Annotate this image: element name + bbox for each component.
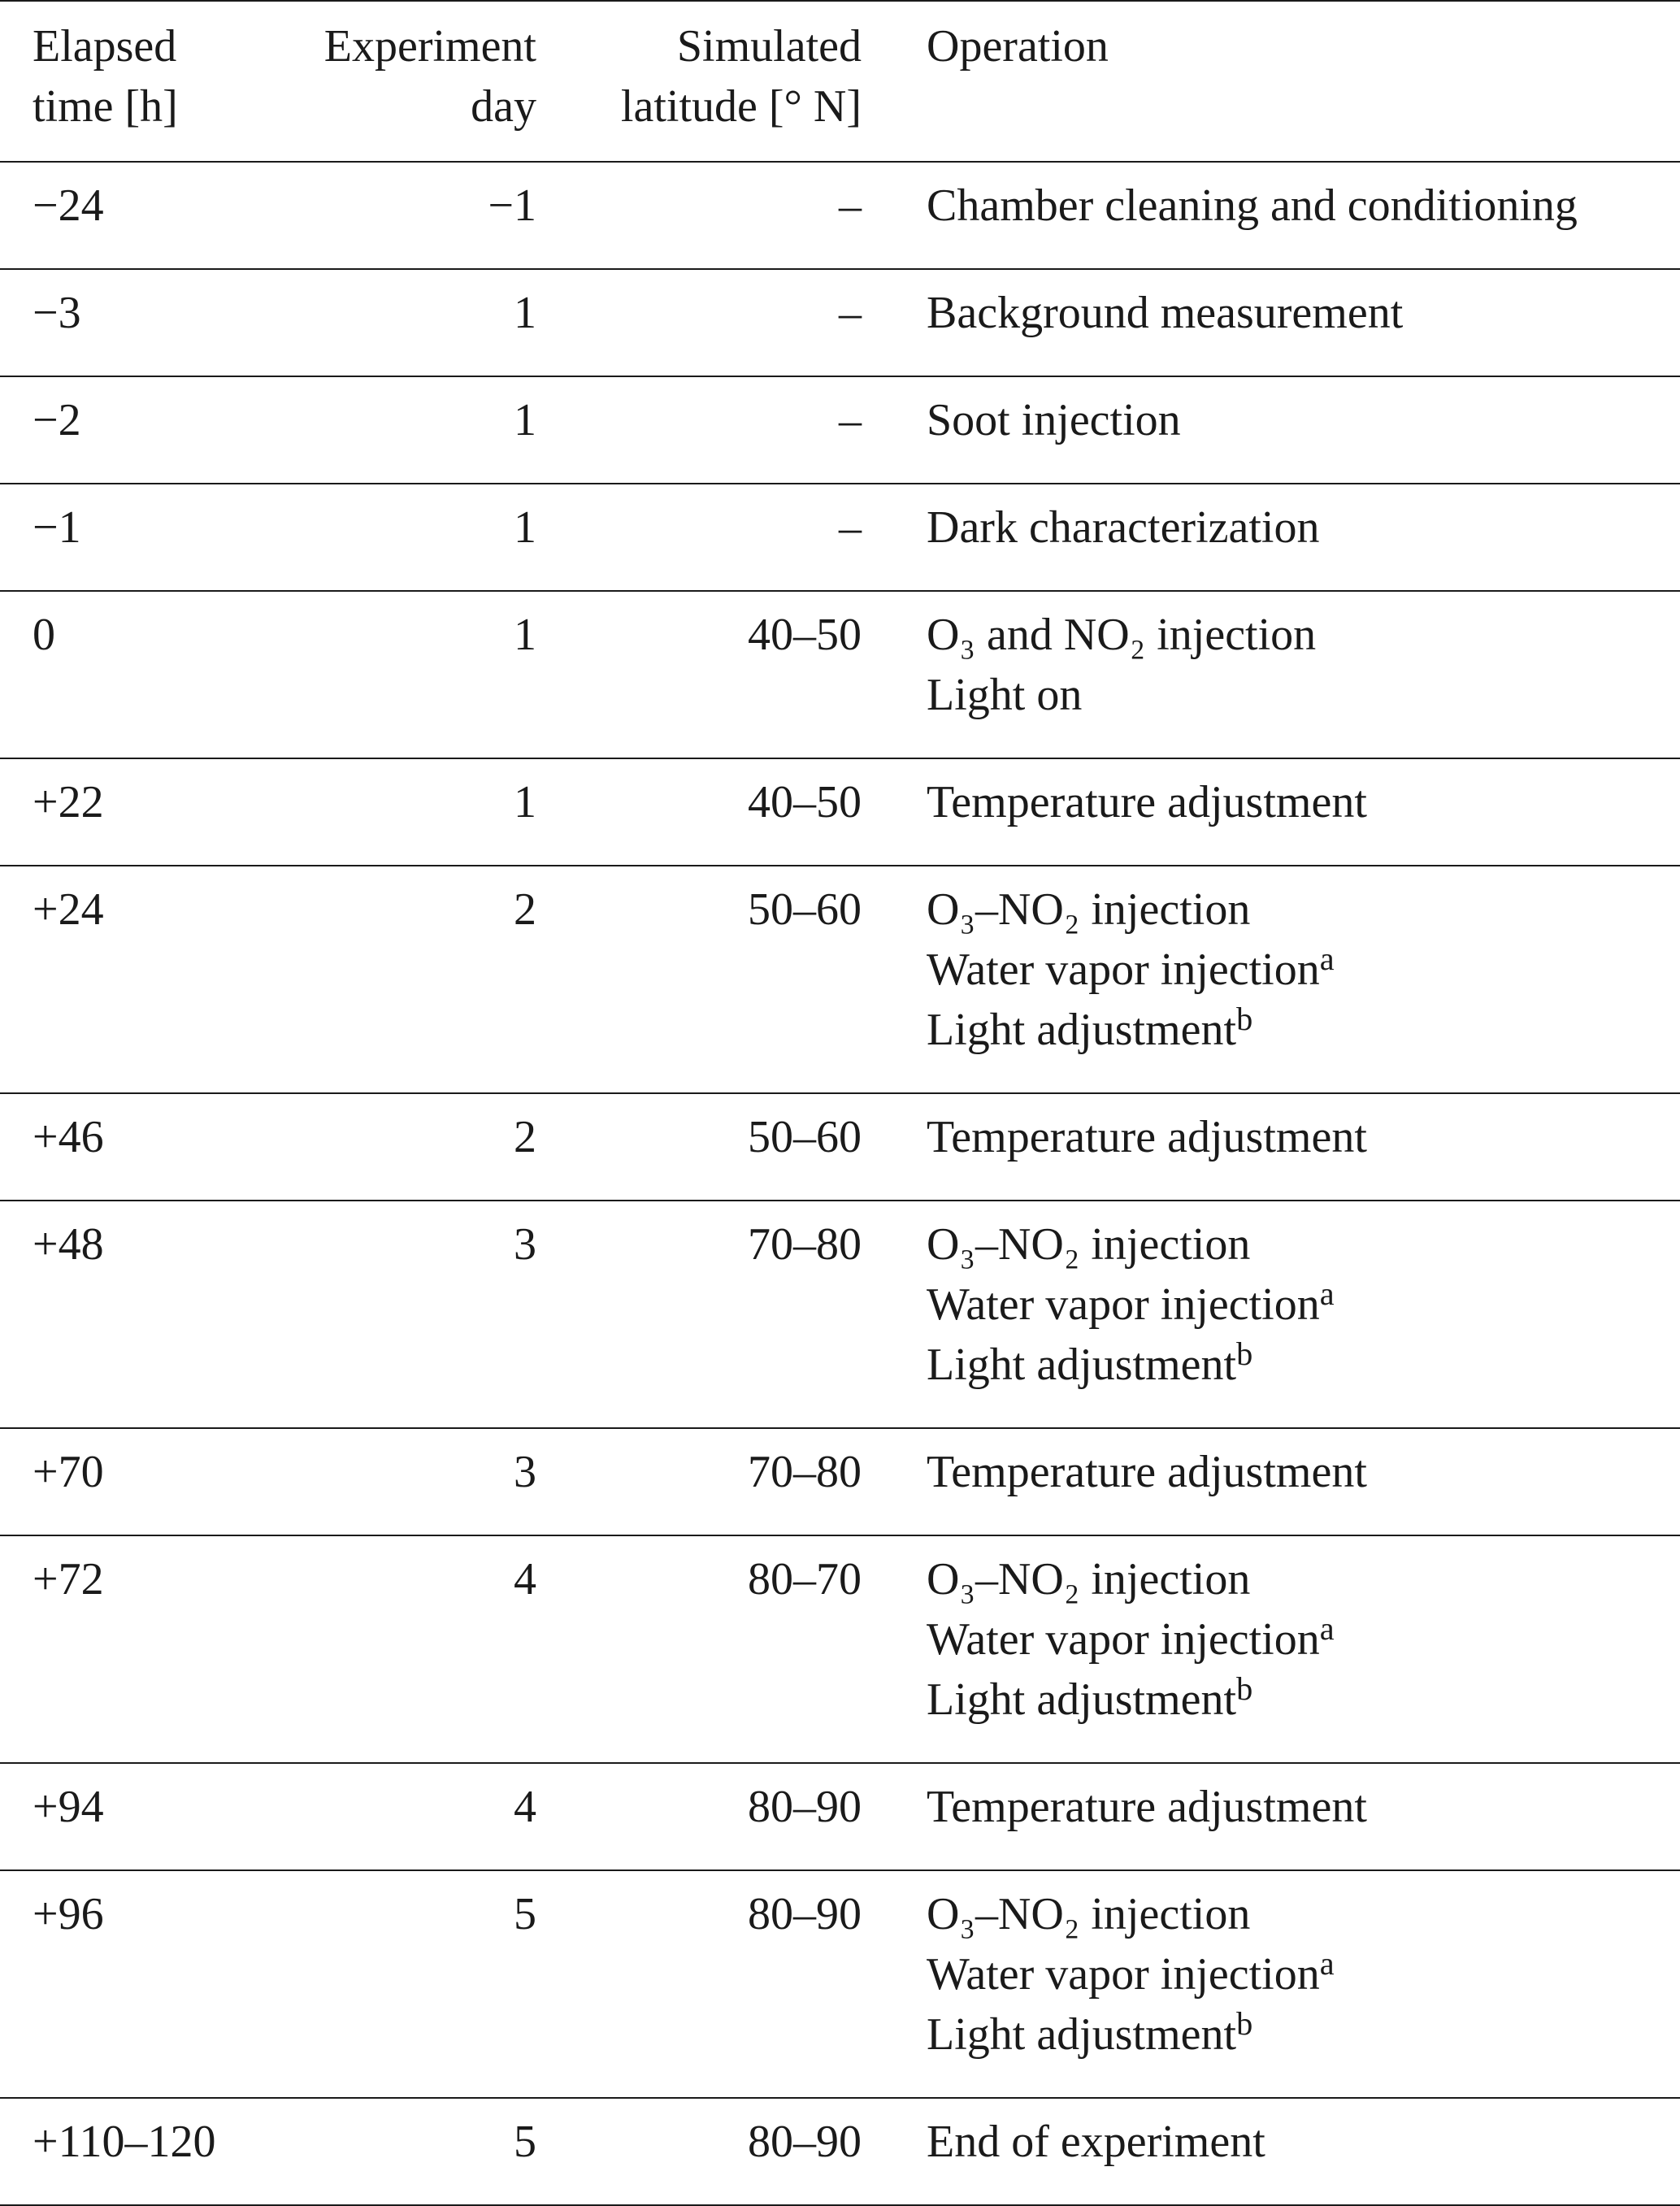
table-row bbox=[0, 1535, 1680, 1763]
cell-experiment-day: 1 bbox=[514, 610, 536, 660]
operation-text: O₃–NO₂ injection bbox=[927, 884, 1251, 935]
header-row bbox=[0, 1, 1680, 162]
operation-line bbox=[927, 1275, 1680, 1335]
table-row bbox=[0, 376, 1680, 484]
operation-line bbox=[927, 1000, 1680, 1060]
table-body bbox=[0, 162, 1680, 2205]
table-row bbox=[0, 758, 1680, 866]
cell-simulated-latitude: – bbox=[839, 395, 862, 445]
operation-line bbox=[927, 1214, 1680, 1275]
footnote-marker: a bbox=[1319, 1944, 1335, 1982]
table-row bbox=[0, 866, 1680, 1093]
operation-line bbox=[927, 1777, 1680, 1837]
header-operation: Operation bbox=[927, 21, 1109, 72]
cell-operation bbox=[894, 591, 1680, 758]
cell-experiment-day: 3 bbox=[514, 1447, 536, 1497]
operation-text: Water vapor injection bbox=[927, 1614, 1320, 1665]
cell-operation bbox=[894, 1870, 1680, 2098]
operation-text: O₃–NO₂ injection bbox=[927, 1219, 1251, 1270]
cell-operation bbox=[894, 376, 1680, 484]
operation-line bbox=[927, 176, 1680, 236]
operation-line bbox=[927, 1670, 1680, 1730]
cell-experiment-day: 4 bbox=[514, 1554, 536, 1605]
operation-text: O₃–NO₂ injection bbox=[927, 1554, 1251, 1605]
cell-experiment-day: 5 bbox=[514, 2117, 536, 2167]
cell-experiment-day: 1 bbox=[514, 777, 536, 827]
cell-elapsed-time: −1 bbox=[33, 502, 81, 553]
cell-elapsed-time: −3 bbox=[33, 288, 81, 338]
cell-operation bbox=[894, 269, 1680, 376]
operation-text: End of experiment bbox=[927, 2117, 1265, 2167]
operation-line bbox=[927, 2004, 1680, 2065]
cell-operation bbox=[894, 1428, 1680, 1535]
cell-experiment-day: 1 bbox=[514, 288, 536, 338]
cell-experiment-day: 2 bbox=[514, 884, 536, 935]
cell-operation bbox=[894, 2098, 1680, 2205]
cell-simulated-latitude: 50–60 bbox=[748, 884, 862, 935]
footnote-marker: b bbox=[1236, 2004, 1253, 2042]
operation-text: Dark characterization bbox=[927, 502, 1320, 553]
operation-text: Light adjustment bbox=[927, 1340, 1237, 1390]
cell-experiment-day: 4 bbox=[514, 1782, 536, 1832]
operation-text: Temperature adjustment bbox=[927, 1112, 1367, 1162]
cell-operation bbox=[894, 1093, 1680, 1201]
operation-line bbox=[927, 879, 1680, 940]
cell-experiment-day: 1 bbox=[514, 395, 536, 445]
table-row bbox=[0, 591, 1680, 758]
operation-text: Water vapor injection bbox=[927, 1279, 1320, 1330]
operation-text: Light on bbox=[927, 670, 1083, 720]
cell-experiment-day: 5 bbox=[514, 1889, 536, 1939]
cell-elapsed-time: +72 bbox=[33, 1554, 104, 1605]
cell-elapsed-time: +96 bbox=[33, 1889, 104, 1939]
cell-simulated-latitude: 80–90 bbox=[748, 2117, 862, 2167]
cell-simulated-latitude: – bbox=[839, 502, 862, 553]
footnote-marker: a bbox=[1319, 1275, 1335, 1312]
operation-line bbox=[927, 1107, 1680, 1167]
operation-line bbox=[927, 1944, 1680, 2004]
operation-line bbox=[927, 1884, 1680, 1944]
operation-text: Water vapor injection bbox=[927, 944, 1320, 995]
operation-line bbox=[927, 665, 1680, 725]
operation-line bbox=[927, 283, 1680, 343]
cell-simulated-latitude: 80–90 bbox=[748, 1782, 862, 1832]
table-row bbox=[0, 484, 1680, 591]
cell-elapsed-time: +94 bbox=[33, 1782, 104, 1832]
cell-simulated-latitude: 80–90 bbox=[748, 1889, 862, 1939]
cell-elapsed-time: +110–120 bbox=[33, 2117, 216, 2167]
operation-text: Temperature adjustment bbox=[927, 777, 1367, 827]
operation-line bbox=[927, 497, 1680, 558]
cell-experiment-day: −1 bbox=[488, 180, 536, 231]
table-row bbox=[0, 1093, 1680, 1201]
cell-simulated-latitude: 50–60 bbox=[748, 1112, 862, 1162]
operation-line bbox=[927, 2112, 1680, 2172]
operation-text: Light adjustment bbox=[927, 2009, 1237, 2060]
operation-line bbox=[927, 940, 1680, 1000]
cell-elapsed-time: +24 bbox=[33, 884, 104, 935]
cell-experiment-day: 3 bbox=[514, 1219, 536, 1270]
operation-line bbox=[927, 390, 1680, 450]
cell-elapsed-time: −24 bbox=[33, 180, 104, 231]
operation-text: Soot injection bbox=[927, 395, 1181, 445]
cell-elapsed-time: +48 bbox=[33, 1219, 104, 1270]
footnote-marker: b bbox=[1236, 1670, 1253, 1707]
operation-line bbox=[927, 772, 1680, 832]
operation-text: O₃–NO₂ injection bbox=[927, 1889, 1251, 1939]
cell-operation bbox=[894, 758, 1680, 866]
cell-simulated-latitude: 80–70 bbox=[748, 1554, 862, 1605]
operation-line bbox=[927, 1549, 1680, 1609]
table-row bbox=[0, 269, 1680, 376]
cell-simulated-latitude: 40–50 bbox=[748, 610, 862, 660]
operation-text: Temperature adjustment bbox=[927, 1447, 1367, 1497]
cell-operation bbox=[894, 1201, 1680, 1428]
header-elapsed-time: Elapsed time [h] bbox=[33, 21, 178, 132]
operation-text: Temperature adjustment bbox=[927, 1782, 1367, 1832]
cell-simulated-latitude: 70–80 bbox=[748, 1447, 862, 1497]
cell-operation bbox=[894, 866, 1680, 1093]
cell-experiment-day: 1 bbox=[514, 502, 536, 553]
cell-experiment-day: 2 bbox=[514, 1112, 536, 1162]
operation-line bbox=[927, 605, 1680, 665]
cell-elapsed-time: +46 bbox=[33, 1112, 104, 1162]
footnote-marker: b bbox=[1236, 1335, 1253, 1372]
cell-operation bbox=[894, 1763, 1680, 1870]
operation-text: Background measurement bbox=[927, 288, 1404, 338]
footnote-marker: a bbox=[1319, 940, 1335, 977]
cell-elapsed-time: −2 bbox=[33, 395, 81, 445]
cell-elapsed-time: +22 bbox=[33, 777, 104, 827]
table-row bbox=[0, 2098, 1680, 2205]
table-row bbox=[0, 1428, 1680, 1535]
cell-simulated-latitude: – bbox=[839, 180, 862, 231]
cell-simulated-latitude: 70–80 bbox=[748, 1219, 862, 1270]
operation-text: Light adjustment bbox=[927, 1005, 1237, 1055]
cell-elapsed-time: 0 bbox=[33, 610, 55, 660]
operation-text: Water vapor injection bbox=[927, 1949, 1320, 2000]
cell-elapsed-time: +70 bbox=[33, 1447, 104, 1497]
footnote-marker: b bbox=[1236, 1000, 1253, 1037]
cell-simulated-latitude: – bbox=[839, 288, 862, 338]
header-simulated-latitude: Simulated latitude [° N] bbox=[620, 21, 862, 132]
operation-text: Light adjustment bbox=[927, 1674, 1237, 1725]
table-row bbox=[0, 1201, 1680, 1428]
cell-operation bbox=[894, 1535, 1680, 1763]
operation-line bbox=[927, 1609, 1680, 1670]
table-row bbox=[0, 1763, 1680, 1870]
operation-line bbox=[927, 1442, 1680, 1502]
header-experiment-day: Experiment day bbox=[323, 21, 536, 132]
operation-text: O₃ and NO₂ injection bbox=[927, 610, 1317, 660]
cell-operation bbox=[894, 162, 1680, 269]
cell-operation bbox=[894, 484, 1680, 591]
cell-simulated-latitude: 40–50 bbox=[748, 777, 862, 827]
table-row bbox=[0, 162, 1680, 269]
operation-text: Chamber cleaning and conditioning bbox=[927, 180, 1578, 231]
footnote-marker: a bbox=[1319, 1609, 1335, 1647]
operation-line bbox=[927, 1335, 1680, 1395]
table-row bbox=[0, 1870, 1680, 2098]
